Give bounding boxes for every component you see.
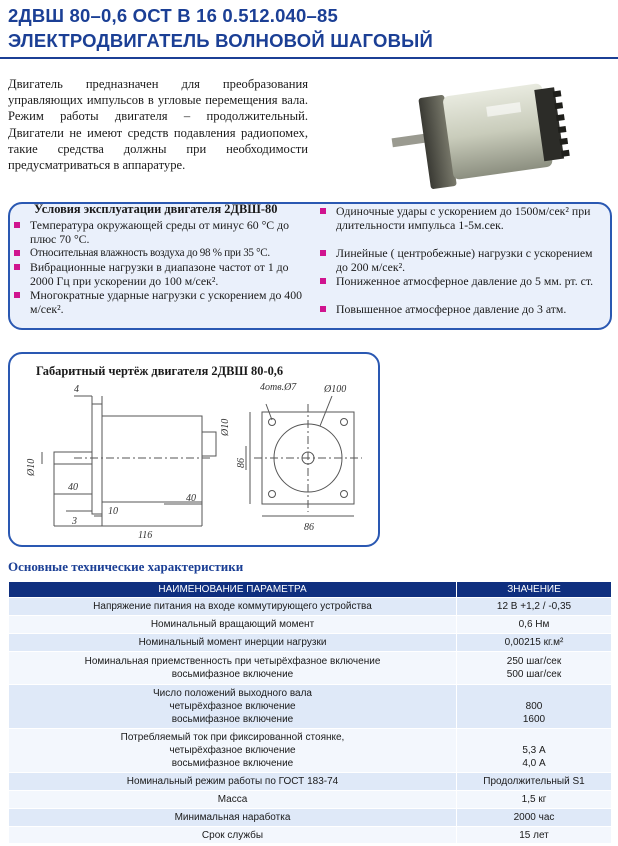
param-line: Число положений выходного вала (153, 688, 312, 699)
param-cell (9, 827, 457, 844)
dim-label: 86 (304, 522, 314, 533)
param-line: Потребляемый ток при фиксированной стоянке, (120, 732, 345, 743)
param-line: Напряжение питания на входе коммутирующего устройства (93, 601, 372, 612)
param-cell (9, 616, 457, 634)
bullet-icon (14, 292, 20, 298)
document-subtitle: ЭЛЕКТРОДВИГАТЕЛЬ ВОЛНОВОЙ ШАГОВЫЙ (8, 30, 433, 51)
value-line (459, 731, 609, 744)
bullet-icon (320, 278, 326, 284)
param-cell (9, 598, 457, 616)
param-line: Номинальный момент инерции нагрузки (138, 637, 327, 648)
dim-label: 4 (74, 384, 79, 395)
specs-heading: Основные технические характеристики (8, 559, 244, 574)
param-line: Масса (217, 794, 248, 805)
table-row (9, 791, 612, 809)
drawing-heading: Габаритный чертёж двигателя 2ДВШ 80-0,6 (36, 364, 284, 378)
col-header-param: НАИМЕНОВАНИЕ ПАРАМЕТРА (9, 582, 457, 598)
param-cell (9, 729, 457, 773)
table-row (9, 685, 612, 729)
table-row (9, 809, 612, 827)
value-cell (457, 791, 612, 809)
condition-item: Относительная влажность воздуха до 98 % при 35 °С. (14, 246, 306, 260)
value-cell (457, 598, 612, 616)
param-line: Срок службы (201, 829, 264, 841)
bullet-icon (14, 222, 20, 228)
param-line: четырёхфазное включение (169, 745, 296, 756)
param-cell (9, 773, 457, 791)
dim-label: Ø10 (220, 418, 231, 436)
dim-label: Ø10 (26, 458, 37, 476)
value-line: 4,0 А (522, 758, 546, 769)
param-cell (9, 685, 457, 729)
dim-label: 116 (138, 530, 153, 541)
value-line: 250 шаг/сек (506, 656, 562, 667)
param-cell (9, 652, 457, 685)
table-header-row (9, 582, 612, 598)
col-header-value: ЗНАЧЕНИЕ (457, 582, 612, 598)
dim-label: 86 (236, 458, 247, 468)
value-line: 500 шаг/сек (506, 669, 562, 680)
condition-item: Многократные ударные нагрузки с ускорением до 400 м/сек². (14, 288, 306, 316)
table-row (9, 616, 612, 634)
value-line: Продолжительный S1 (483, 776, 585, 787)
value-line: 5,3 А (522, 745, 546, 756)
value-line: 1600 (522, 714, 546, 725)
param-line: восьмифазное включение (171, 714, 294, 725)
condition-item: Одиночные удары с ускорением до 1500м/сек² при длительности импульса 1-5м.сек. (320, 204, 604, 232)
param-cell (9, 634, 457, 652)
param-line: Минимальная наработка (174, 812, 291, 823)
value-cell (457, 616, 612, 634)
table-row (9, 598, 612, 616)
value-cell (457, 634, 612, 652)
dim-label: 4отв.Ø7 (260, 382, 297, 393)
dimension-drawing (14, 376, 374, 542)
value-cell (457, 773, 612, 791)
value-cell (457, 827, 612, 844)
param-line: Номинальная приемственность при четырёхфазное включение (84, 656, 381, 667)
value-cell (457, 685, 612, 729)
param-line: четырёхфазное включение (169, 701, 296, 712)
table-row (9, 773, 612, 791)
value-line (459, 687, 609, 700)
param-line: Номинальный вращающий момент (150, 619, 315, 630)
condition-item: Вибрационные нагрузки в диапазоне частот от 1 до 2000 Гц при ускорении до 100 м/сек². (14, 260, 306, 288)
dim-label: 10 (108, 506, 118, 517)
intro-paragraph: Двигатель предназначен для преобразования управляющих импульсов в угловые перемещения вала. Режим работы двигателя – продолжительный. Двигатели не имеют средств подавления радиопомех, такие средства должны при необходимости предусматриваться в аппаратуре. (8, 77, 308, 173)
motor-photo (390, 70, 570, 200)
table-row (9, 634, 612, 652)
bullet-icon (320, 250, 326, 256)
value-line: 2000 час (513, 812, 555, 823)
value-line: 12 В +1,2 / -0,35 (496, 601, 572, 612)
dim-label: 40 (68, 482, 78, 493)
value-line: 15 лет (519, 829, 549, 841)
table-row (9, 827, 612, 844)
dim-label: Ø100 (324, 384, 347, 395)
table-row (9, 729, 612, 773)
condition-item: Пониженное атмосферное давление до 5 мм. рт. ст. (320, 274, 604, 288)
specs-table (8, 581, 612, 844)
condition-item: Линейные ( центробежные) нагрузки с ускорением до 200 м/сек². (320, 246, 604, 274)
document-title: 2ДВШ 80–0,6 ОСТ В 16 0.512.040–85 (8, 5, 338, 26)
param-line: Номинальный режим работы по ГОСТ 183-74 (126, 776, 339, 787)
dim-label: 3 (72, 516, 77, 527)
value-line: 0,6 Нм (518, 619, 550, 630)
value-line: 1,5 кг (521, 794, 547, 805)
param-cell (9, 809, 457, 827)
bullet-icon (14, 250, 20, 256)
specs-table-body (9, 598, 612, 844)
value-cell (457, 729, 612, 773)
param-line: восьмифазное включение (171, 669, 294, 680)
param-cell (9, 791, 457, 809)
condition-item: Температура окружающей среды от минус 60 °С до плюс 70 °С. (14, 218, 306, 246)
bullet-icon (320, 306, 326, 312)
dim-label: 40 (186, 493, 196, 504)
table-row (9, 652, 612, 685)
value-line: 0,00215 кг.м² (504, 637, 564, 648)
condition-item: Повышенное атмосферное давление до 3 атм. (320, 302, 604, 316)
title-divider (0, 57, 618, 59)
value-line: 800 (525, 701, 543, 712)
bullet-icon (320, 208, 326, 214)
bullet-icon (14, 264, 20, 270)
value-cell (457, 652, 612, 685)
value-cell (457, 809, 612, 827)
param-line: восьмифазное включение (171, 758, 294, 769)
conditions-heading: Условия эксплуатации двигателя 2ДВШ-80 (34, 202, 278, 216)
